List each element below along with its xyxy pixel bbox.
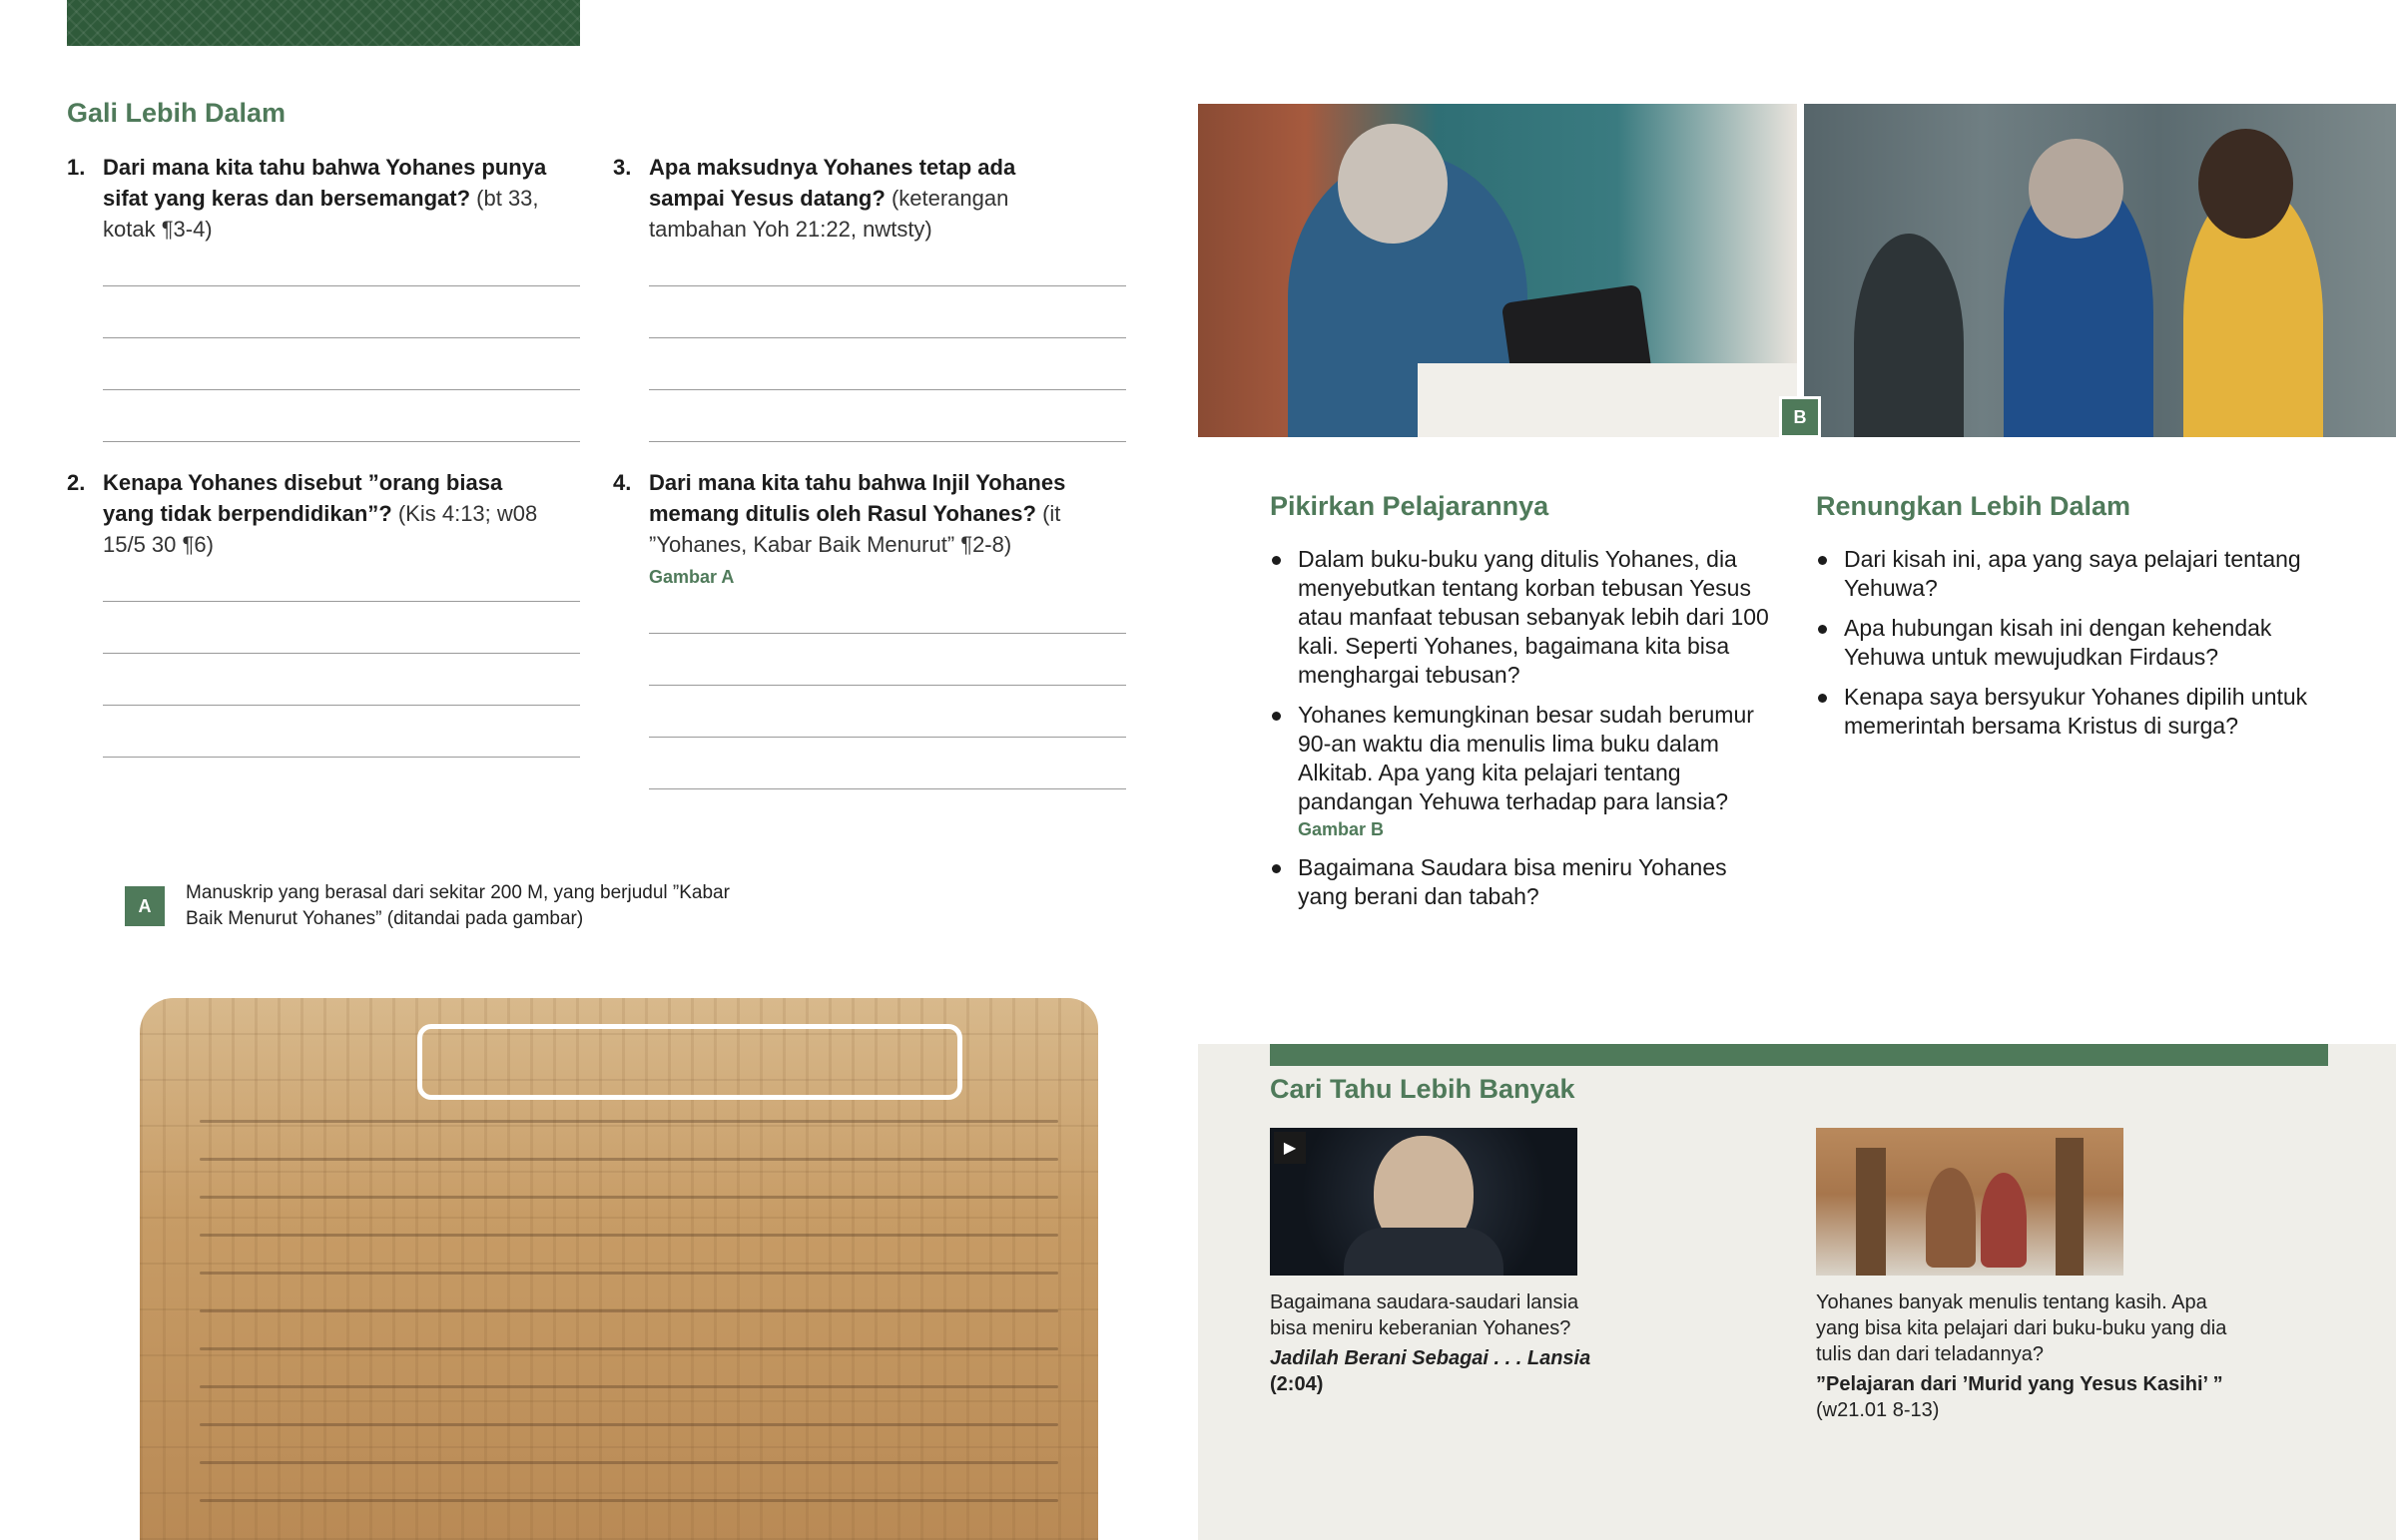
question-1	[67, 152, 566, 252]
answer-line[interactable]	[649, 337, 1126, 338]
article-reference: (w21.01 8-13)	[1816, 1399, 1940, 1421]
question-text: Dari mana kita tahu bahwa Injil Yohanes memang ditulis oleh Rasul Yohanes?	[649, 470, 1066, 526]
question-reference: (keterangan tambahan Yoh 21:22, nwtsty)	[649, 186, 1009, 242]
question-number: 2.	[67, 470, 86, 495]
lesson-list	[1270, 545, 1769, 922]
answer-line[interactable]	[649, 737, 1126, 738]
video-thumbnail[interactable]	[1270, 1128, 1577, 1276]
answer-line[interactable]	[649, 685, 1126, 686]
question-text: Kenapa Yohanes disebut ”orang biasa yang tidak berpendidikan”?	[103, 470, 503, 526]
play-icon[interactable]: ▶	[1274, 1132, 1306, 1164]
question-reference: (bt 33, kotak ¶3-4)	[103, 186, 539, 242]
answer-line[interactable]	[103, 705, 580, 706]
photo-sisters-greeting	[1804, 104, 2396, 437]
video-description: Bagaimana saudara-saudari lansia bisa meniru keberanian Yohanes?	[1270, 1291, 1579, 1339]
answer-line[interactable]	[103, 389, 580, 390]
list-item: Bagaimana Saudara bisa meniru Yohanes yang berani dan tabah?	[1270, 853, 1769, 911]
question-4	[613, 467, 1132, 597]
photo-elderly-sister-video-call	[1198, 104, 1797, 437]
question-reference: (it ”Yohanes, Kabar Baik Menurut” ¶2-8)	[649, 501, 1061, 557]
video-duration: (2:04)	[1270, 1373, 1324, 1395]
answer-line[interactable]	[649, 788, 1126, 789]
figure-reference-a: Gambar A	[649, 567, 735, 587]
manuscript-title-highlight	[417, 1024, 962, 1100]
answer-line[interactable]	[649, 285, 1126, 286]
answer-line[interactable]	[103, 757, 580, 758]
question-text: Apa maksudnya Yohanes tetap ada sampai Yesus datang?	[649, 155, 1016, 211]
article-thumbnail[interactable]	[1816, 1128, 2123, 1276]
question-reference: (Kis 4:13; w08 15/5 30 ¶6)	[103, 501, 538, 557]
answer-line[interactable]	[649, 633, 1126, 634]
section-title-think-lesson: Pikirkan Pelajarannya	[1270, 491, 1549, 521]
article-description: Yohanes banyak menulis tentang kasih. Apa yang bisa kita pelajari dari buku-buku yang dia tulis dan dari teladannya?	[1816, 1291, 2227, 1365]
video-block	[1270, 1289, 1599, 1397]
figure-reference-b: Gambar B	[1298, 819, 1385, 839]
learn-more-accent-bar	[1270, 1044, 2328, 1066]
decorative-banner	[67, 0, 580, 46]
section-title-ponder-deeper: Renungkan Lebih Dalam	[1816, 491, 2131, 521]
section-title-dig-deeper: Gali Lebih Dalam	[67, 98, 287, 128]
answer-line[interactable]	[103, 601, 580, 602]
section-title-learn-more: Cari Tahu Lebih Banyak	[1270, 1074, 1575, 1104]
question-number: 1.	[67, 155, 86, 180]
list-item: Dalam buku-buku yang ditulis Yohanes, dia menyebutkan tentang korban tebusan Yesus atau manfaat tebusan sebanyak lebih dari 100 kali. Seperti Yohanes, bagaimana kita bisa menghargai tebusan?	[1270, 545, 1769, 690]
question-text: Dari mana kita tahu bahwa Yohanes punya sifat yang keras dan bersemangat?	[103, 155, 547, 211]
answer-line[interactable]	[103, 285, 580, 286]
list-item: Dari kisah ini, apa yang saya pelajari tentang Yehuwa?	[1816, 545, 2335, 603]
question-2	[67, 467, 566, 567]
ponder-list	[1816, 545, 2335, 752]
answer-line[interactable]	[103, 441, 580, 442]
question-number: 4.	[613, 470, 632, 495]
article-block	[1816, 1289, 2235, 1423]
article-title-link[interactable]: ”Pelajaran dari ’Murid yang Yesus Kasihi’ ”	[1816, 1373, 2223, 1395]
figure-badge-a: A	[125, 886, 165, 926]
list-item: Yohanes kemungkinan besar sudah berumur 90-an waktu dia menulis lima buku dalam Alkitab. Apa yang kita pelajari tentang pandangan Yehuwa terhadap para lansia? Gambar B	[1270, 701, 1769, 842]
answer-line[interactable]	[103, 337, 580, 338]
question-number: 3.	[613, 155, 632, 180]
list-item: Kenapa saya bersyukur Yohanes dipilih untuk memerintah bersama Kristus di surga?	[1816, 683, 2335, 741]
figure-badge-b: B	[1779, 396, 1821, 438]
figure-caption-a: Manuskrip yang berasal dari sekitar 200 M, yang berjudul ”Kabar Baik Menurut Yohanes” (ditandai pada gambar)	[186, 882, 730, 929]
video-title-link[interactable]: Jadilah Berani Sebagai . . . Lansia	[1270, 1347, 1591, 1369]
answer-line[interactable]	[649, 389, 1126, 390]
question-3	[613, 152, 1132, 252]
list-item: Apa hubungan kisah ini dengan kehendak Yehuwa untuk mewujudkan Firdaus?	[1816, 614, 2335, 672]
answer-line[interactable]	[649, 441, 1126, 442]
answer-line[interactable]	[103, 653, 580, 654]
